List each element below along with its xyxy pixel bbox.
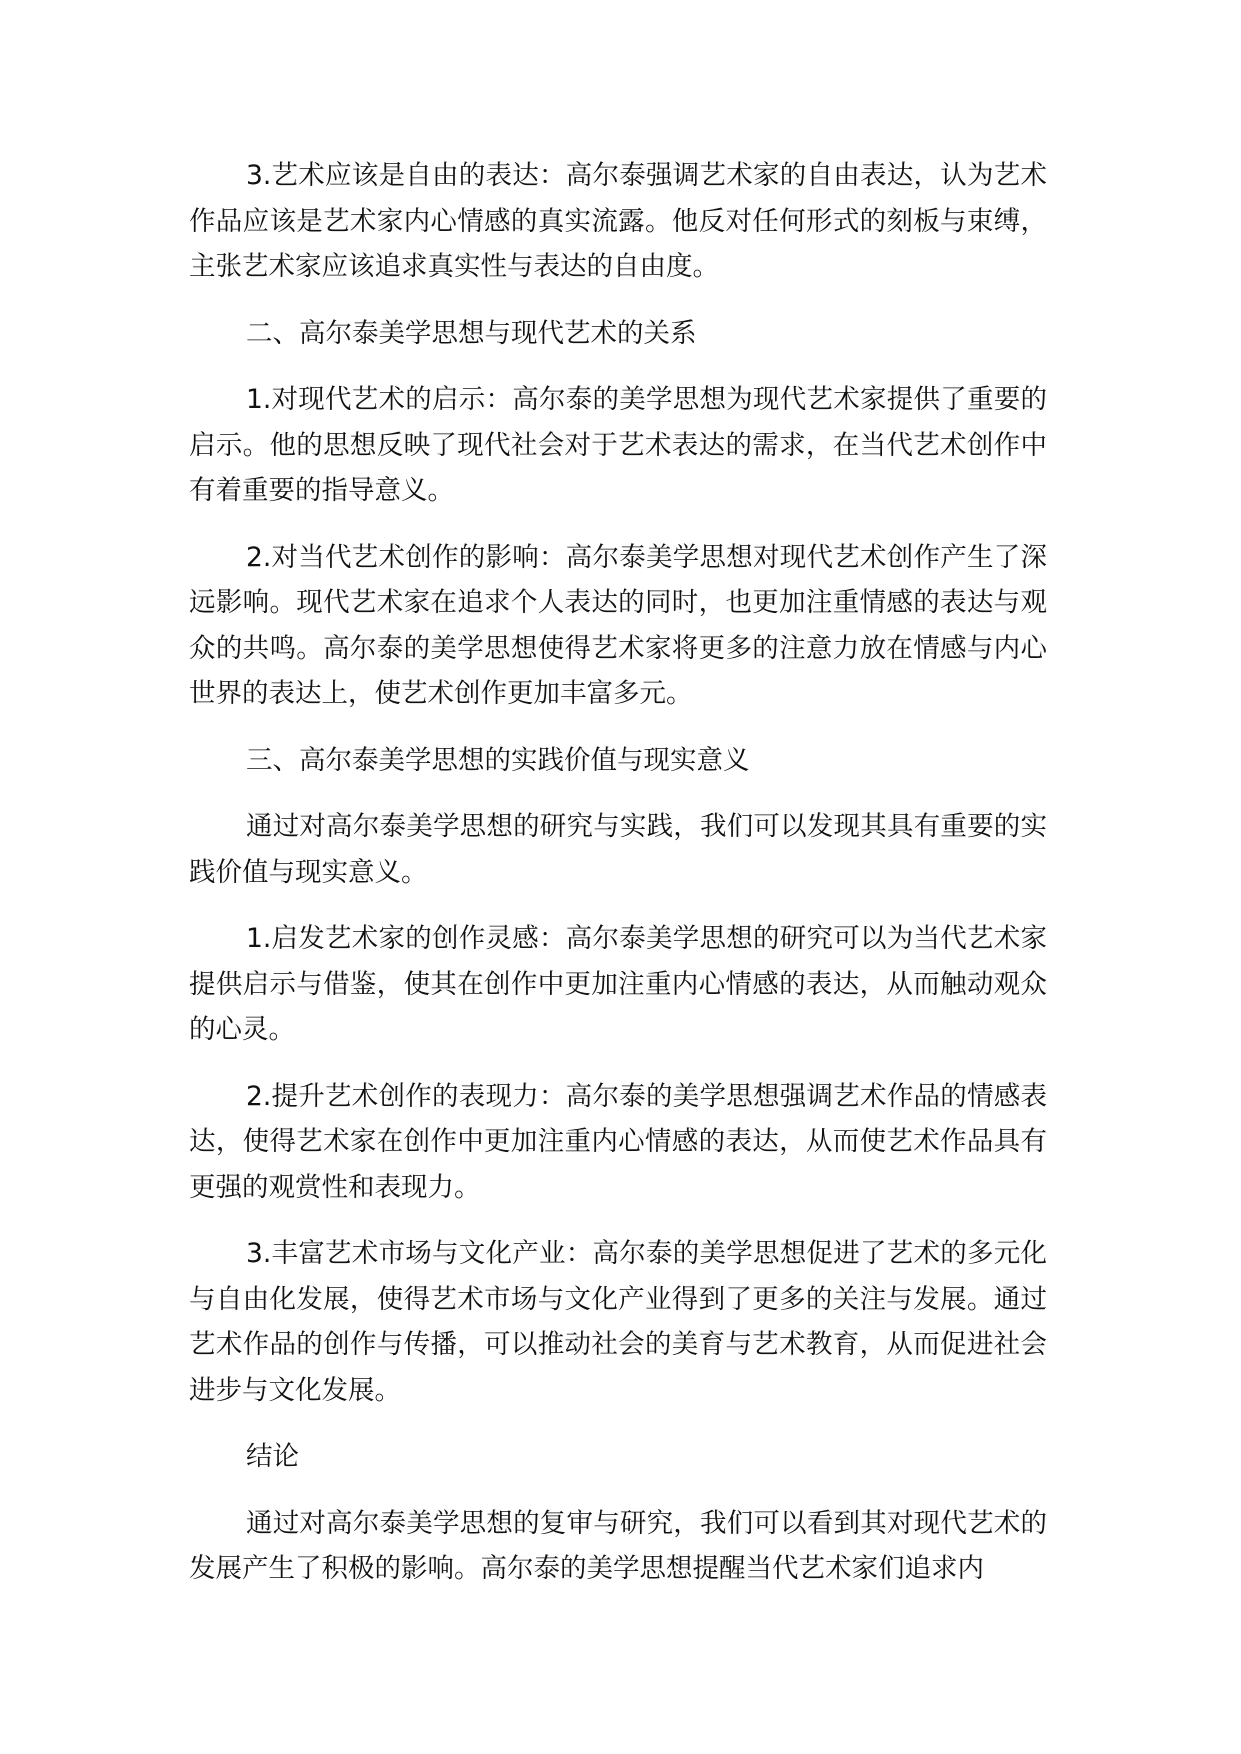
paragraph-practical-value-intro: 通过对高尔泰美学思想的研究与实践，我们可以发现其具有重要的实践价值与现实意义。 bbox=[189, 811, 1047, 888]
paragraph-influence-contemporary-creation: 2.对当代艺术创作的影响：高尔泰美学思想对现代艺术创作产生了深远影响。现代艺术家在追求个人表达的同时，也更加注重情感的表达与观众的共鸣。高尔泰的美学思想使得艺术家将更多的注意力放在情感与内心世界的表达上，使艺术创作更加丰富多元。 bbox=[189, 541, 1047, 709]
paragraph-inspire-artists: 1.启发艺术家的创作灵感：高尔泰美学思想的研究可以为当代艺术家提供启示与借鉴，使其在创作中更加注重内心情感的表达，从而触动观众的心灵。 bbox=[189, 923, 1047, 1045]
section-heading-practical-value: 三、高尔泰美学思想的实践价值与现实意义 bbox=[246, 744, 750, 776]
paragraph-art-free-expression: 3.艺术应该是自由的表达：高尔泰强调艺术家的自由表达，认为艺术作品应该是艺术家内心情感的真实流露。他反对任何形式的刻板与束缚，主张艺术家应该追求真实性与表达的自由度。 bbox=[189, 160, 1047, 282]
section-heading-conclusion: 结论 bbox=[246, 1441, 299, 1472]
paragraph-conclusion: 通过对高尔泰美学思想的复审与研究，我们可以看到其对现代艺术的发展产生了积极的影响。高尔泰的美学思想提醒当代艺术家们追求内 bbox=[189, 1507, 1047, 1584]
paragraph-enrich-art-market: 3.丰富艺术市场与文化产业：高尔泰的美学思想促进了艺术的多元化与自由化发展，使得艺术市场与文化产业得到了更多的关注与发展。通过艺术作品的创作与传播，可以推动社会的美育与艺术教育，从而促进社会进步与文化发展。 bbox=[189, 1238, 1047, 1406]
section-heading-relation-modern-art: 二、高尔泰美学思想与现代艺术的关系 bbox=[246, 317, 697, 349]
paragraph-inspiration-modern-art: 1.对现代艺术的启示：高尔泰的美学思想为现代艺术家提供了重要的启示。他的思想反映了现代社会对于艺术表达的需求，在当代艺术创作中有着重要的指导意义。 bbox=[189, 384, 1047, 506]
paragraph-enhance-expressiveness: 2.提升艺术创作的表现力：高尔泰的美学思想强调艺术作品的情感表达，使得艺术家在创作中更加注重内心情感的表达，从而使艺术作品具有更强的观赏性和表现力。 bbox=[189, 1080, 1047, 1203]
document-body bbox=[189, 153, 1047, 1613]
